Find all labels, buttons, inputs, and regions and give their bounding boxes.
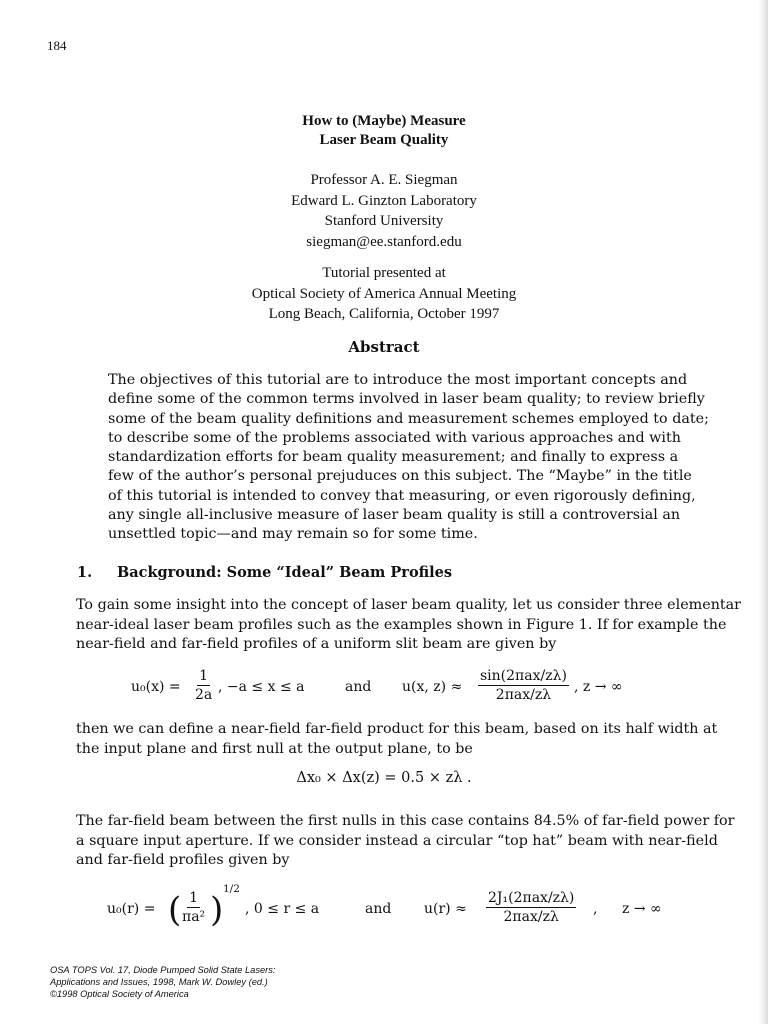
eq3-right-paren: ) — [210, 890, 224, 930]
footer-line: ©1998 Optical Society of America — [50, 989, 189, 999]
eq3-rhs-lhs: u(r) ≈ — [424, 901, 467, 917]
eq3-and: and — [365, 901, 392, 917]
paragraph-2 — [76, 720, 718, 759]
abstract-line: of this tutorial is intended to convey that measuring, or even rigorously defining, — [108, 487, 696, 504]
eq3-limit: z → ∞ — [622, 901, 662, 917]
abstract-line: some of the beam quality definitions and measurement schemes employed to date; — [108, 410, 709, 427]
paragraph-3 — [76, 812, 735, 871]
paragraph-line: near-field and far-field profiles of a uniform slit beam are given by — [76, 636, 557, 652]
abstract-line: standardization efforts for beam quality measurement; and finally to express a — [108, 449, 679, 466]
eq1-rhs-numerator: sin(2πax/zλ) — [480, 668, 567, 684]
eq3-left-paren: ( — [168, 890, 182, 930]
eq1-and: and — [345, 679, 372, 695]
author-email: siegman@ee.stanford.edu — [306, 233, 462, 250]
abstract-line: to describe some of the problems associated with various approaches and with — [108, 429, 681, 446]
paragraph-line: then we can define a near-field far-field product for this beam, based on its half width at — [76, 721, 718, 737]
eq1-rhs-fraction — [478, 667, 569, 704]
eq3-rhs-fraction — [486, 889, 576, 926]
footer-line: Applications and Issues, 1998, Mark W. Dowley (ed.) — [50, 977, 268, 987]
abstract-body — [108, 371, 709, 545]
eq3-lhs: u₀(r) = — [107, 901, 156, 917]
author-name: Professor A. E. Siegman — [310, 172, 458, 188]
eq1-range: , −a ≤ x ≤ a — [218, 679, 305, 695]
eq3-rhs-numerator: 2J₁(2πax/zλ) — [488, 890, 575, 906]
eq1-rhs-lhs: u(x, z) ≈ — [402, 679, 463, 695]
page-number: 184 — [47, 38, 67, 53]
author-affiliation: Edward L. Ginzton Laboratory — [291, 192, 477, 209]
title-line: How to (Maybe) Measure — [302, 113, 466, 129]
author-block — [0, 170, 768, 252]
title-line: Laser Beam Quality — [319, 132, 449, 148]
eq3-range: , 0 ≤ r ≤ a — [245, 901, 320, 917]
venue-block — [0, 263, 768, 325]
paragraph-line: near-ideal laser beam profiles such as the examples shown in Figure 1. If for example the — [76, 616, 727, 633]
abstract-line: unsettled topic—and may remain so for some time. — [108, 526, 478, 543]
venue-line: Optical Society of America Annual Meeting — [251, 285, 517, 302]
eq3-denominator: πa² — [182, 909, 206, 925]
footer-citation — [50, 964, 275, 1000]
eq1-limit: , z → ∞ — [574, 679, 623, 695]
paragraph-line: a square input aperture. If we consider instead a circular “top hat” beam with near-field — [76, 832, 718, 849]
paragraph-line: and far-field profiles given by — [76, 852, 290, 868]
abstract-line: The objectives of this tutorial are to introduce the most important concepts and — [108, 372, 688, 388]
footer-line: OSA TOPS Vol. 17, Diode Pumped Solid State Lasers: — [50, 965, 276, 975]
section-title: Background: Some “Ideal” Beam Profiles — [117, 564, 453, 581]
paper-title — [0, 112, 768, 150]
author-university: Stanford University — [324, 213, 444, 229]
page-edge-shadow — [758, 0, 768, 1024]
eq1-fraction — [193, 667, 214, 704]
paragraph-line: the input plane and first null at the output plane, to be — [76, 740, 473, 757]
section-heading — [77, 564, 452, 581]
paragraph-1 — [76, 596, 742, 655]
eq1-rhs-denominator: 2πax/zλ — [495, 687, 552, 703]
abstract-line: define some of the common terms involved in laser beam quality; to review briefly — [108, 391, 705, 408]
venue-line: Tutorial presented at — [322, 265, 446, 281]
eq3-fraction — [180, 889, 207, 926]
venue-line: Long Beach, California, October 1997 — [268, 306, 500, 322]
eq3-exponent: 1/2 — [223, 883, 240, 895]
eq1-denominator: 2a — [195, 687, 213, 703]
section-number: 1. — [77, 564, 93, 581]
eq3-rhs-denominator: 2πax/zλ — [503, 909, 559, 925]
eq3-numerator: 1 — [189, 890, 199, 906]
eq3-comma: , — [593, 901, 598, 917]
eq1-lhs: u₀(x) = — [131, 679, 181, 695]
equation-2: Δx₀ × Δx(z) = 0.5 × zλ . — [296, 770, 472, 786]
abstract-heading: Abstract — [348, 338, 420, 356]
eq1-numerator: 1 — [199, 668, 209, 684]
paragraph-line: The far-field beam between the first nulls in this case contains 84.5% of far-field power for — [76, 813, 735, 829]
abstract-line: few of the author’s personal prejuduces on this subject. The “Maybe” in the title — [108, 468, 692, 485]
paragraph-line: To gain some insight into the concept of laser beam quality, let us consider three elementar — [76, 597, 742, 613]
abstract-line: any single all-inclusive measure of laser beam quality is still a controversial an — [108, 507, 681, 524]
